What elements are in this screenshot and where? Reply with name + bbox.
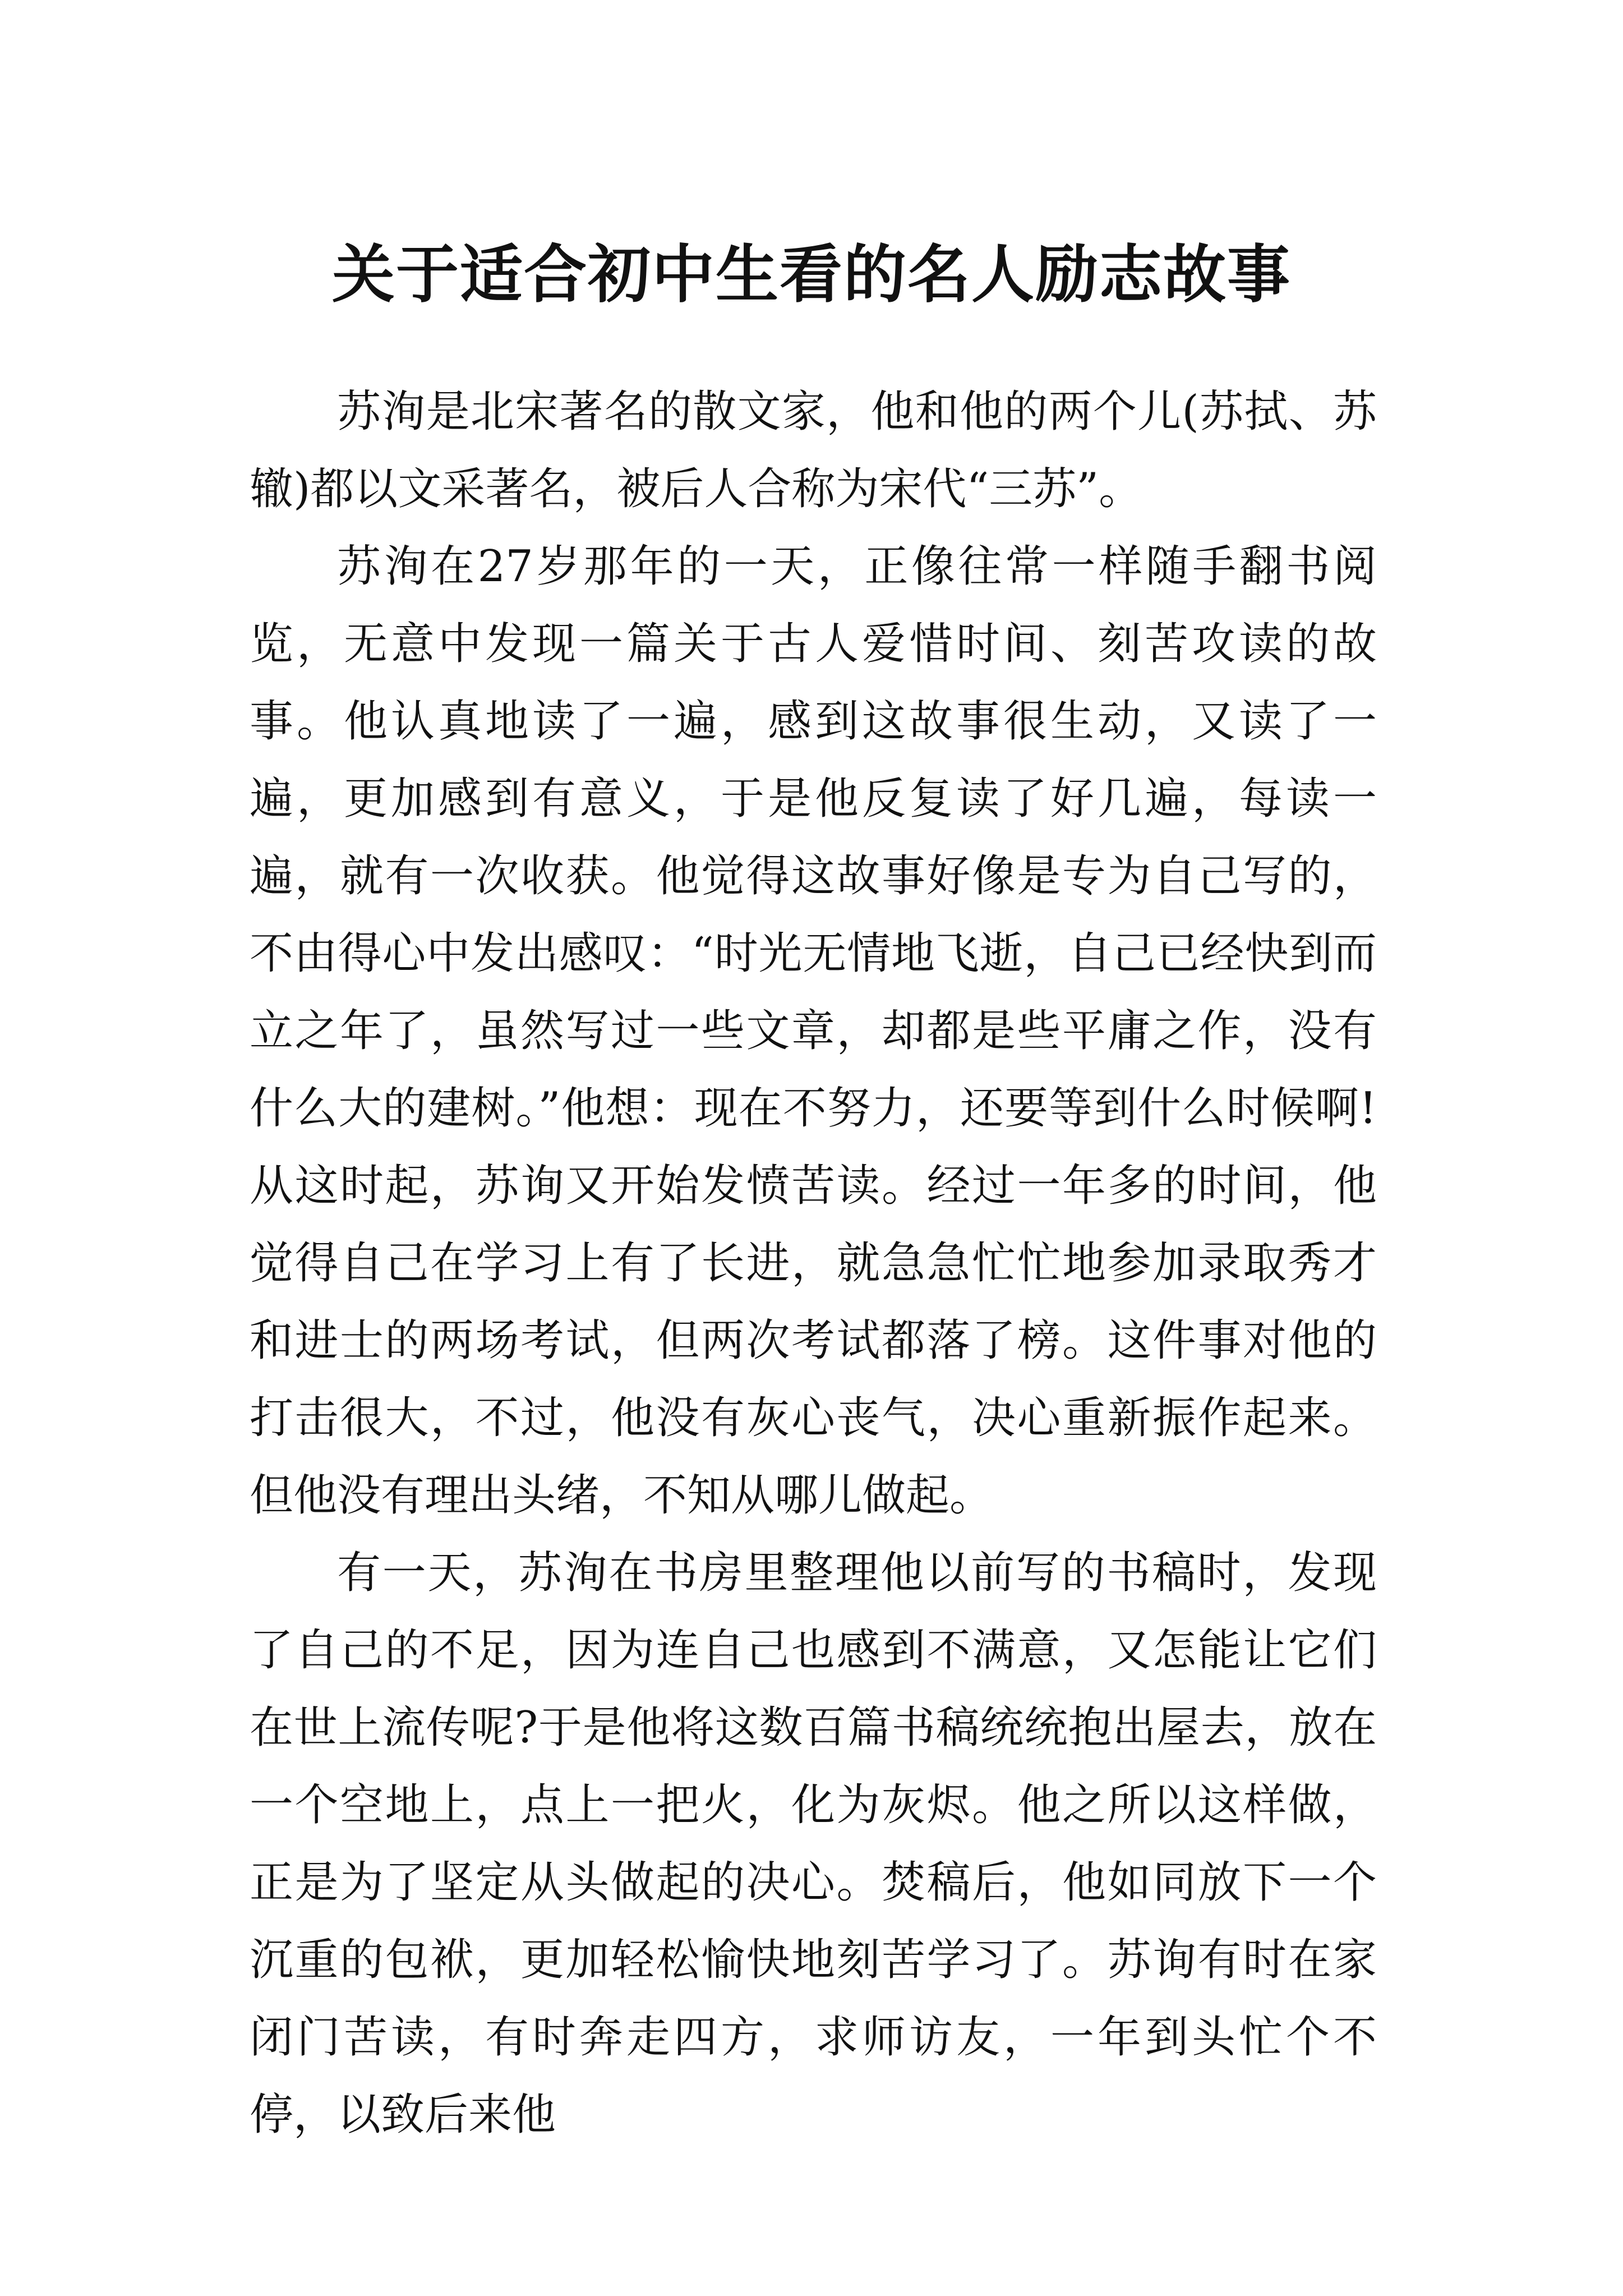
paragraph-2: 苏洵在27岁那年的一天，正像往常一样随手翻书阅览，无意中发现一篇关于古人爱惜时间、刻苦攻读的故事。他认真地读了一遍，感到这故事很生动，又读了一遍，更加感到有意义，于是他反复读了好几遍，每读一遍，就有一次收获。他觉得这故事好像是专为自己写的，不由得心中发出感叹：“时光无情地飞逝，自己已经快到而立之年了，虽然写过一些文章，却都是些平庸之作，没有什么大的建树。”他想：现在不努力，还要等到什么时候啊!从这时起，苏询又开始发愤苦读。经过一年多的时间，他觉得自己在学习上有了长进，就急急忙忙地参加录取秀才和进士的两场考试，但两次考试都落了榜。这件事对他的打击很大，不过，他没有灰心丧气，决心重新振作起来。但他没有理出头绪，不知从哪儿做起。 <box>250 541 1377 1521</box>
document-title: 关于适合初中生看的名人励志故事 <box>332 238 1291 312</box>
document-body <box>250 373 1377 2154</box>
paragraph-3: 有一天，苏洵在书房里整理他以前写的书稿时，发现了自己的不足，因为连自己也感到不满意，又怎能让它们在世上流传呢?于是他将这数百篇书稿统统抱出屋去，放在一个空地上，点上一把火，化为灰烬。他之所以这样做，正是为了坚定从头做起的决心。焚稿后，他如同放下一个沉重的包袱，更加轻松愉快地刻苦学习了。苏询有时在家闭门苦读，有时奔走四方，求师访友，一年到头忙个不停，以致后来他 <box>250 1548 1377 2140</box>
paragraph-1: 苏洵是北宋著名的散文家，他和他的两个儿(苏拭、苏辙)都以文采著名，被后人合称为宋代“三苏”。 <box>250 386 1377 514</box>
